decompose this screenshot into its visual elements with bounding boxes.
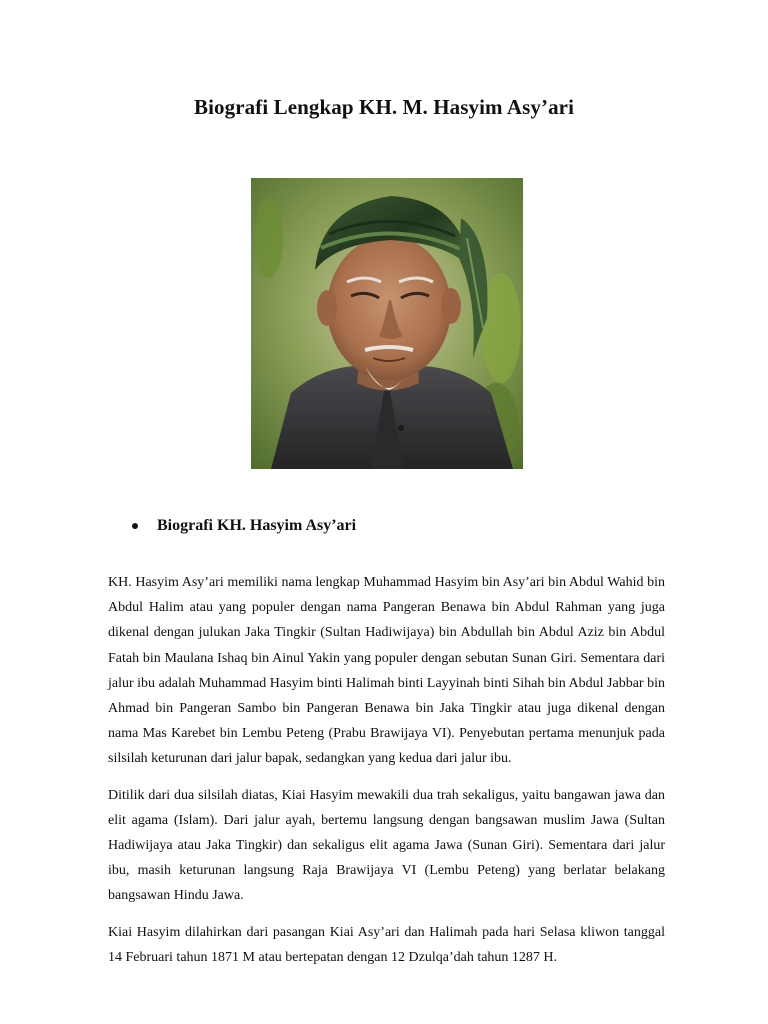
paragraph: Ditilik dari dua silsilah diatas, Kiai Hasyim mewakili dua trah sekaligus, yaitu bangawan jawa dan elit agama (Islam). Dari jalur ayah, bertemu langsung dengan bangsawan muslim Jawa (Sultan Hadiwijaya atau Jaka Tingkir) dan sekaligus elit agama Jawa (Sunan Giri). Sementara dari jalur ibu, masih keturunan langsung Raja Brawijaya VI (Lembu Peteng) yang berlatar belakang bangsawan Hindu Jawa. bbox=[108, 787, 665, 904]
section-heading-text: Biografi KH. Hasyim Asy’ari bbox=[157, 517, 357, 534]
page-title: Biografi Lengkap KH. M. Hasyim Asy’ari bbox=[193, 95, 575, 119]
portrait-photo bbox=[251, 178, 523, 469]
body-text bbox=[108, 570, 665, 981]
bullet-icon bbox=[132, 523, 138, 529]
paragraph: KH. Hasyim Asy’ari memiliki nama lengkap Muhammad Hasyim bin Asy’ari bin Abdul Wahid bin Abdul Halim atau yang populer dengan nama Pangeran Benawa bin Abdul Rahman yang juga dikenal dengan julukan Jaka Tingkir (Sultan Hadiwijaya) bin Abdullah bin Abdul Aziz bin Abdul Fatah bin Maulana Ishaq bin Ainul Yakin yang populer dengan sebutan Sunan Giri. Sementara dari jalur ibu adalah Muhammad Hasyim binti Halimah binti Layyinah binti Sihah bin Abdul Jabbar bin Ahmad bin Pangeran Sambo bin Pangeran Benawa bin Jaka Tingkir atau juga dikenal dengan nama Mas Karebet bin Lembu Peteng (Prabu Brawijaya VI). Penyebutan pertama menunjuk pada silsilah keturunan dari jalur bapak, sedangkan yang kedua dari jalur ibu. bbox=[108, 575, 665, 767]
paragraph: Kiai Hasyim dilahirkan dari pasangan Kiai Asy’ari dan Halimah pada hari Selasa kliwon tanggal 14 Februari tahun 1871 M atau bertepatan dengan 12 Dzulqa’dah tahun 1287 H. bbox=[108, 924, 665, 965]
section-heading bbox=[128, 517, 356, 535]
portrait-illustration bbox=[251, 178, 523, 469]
